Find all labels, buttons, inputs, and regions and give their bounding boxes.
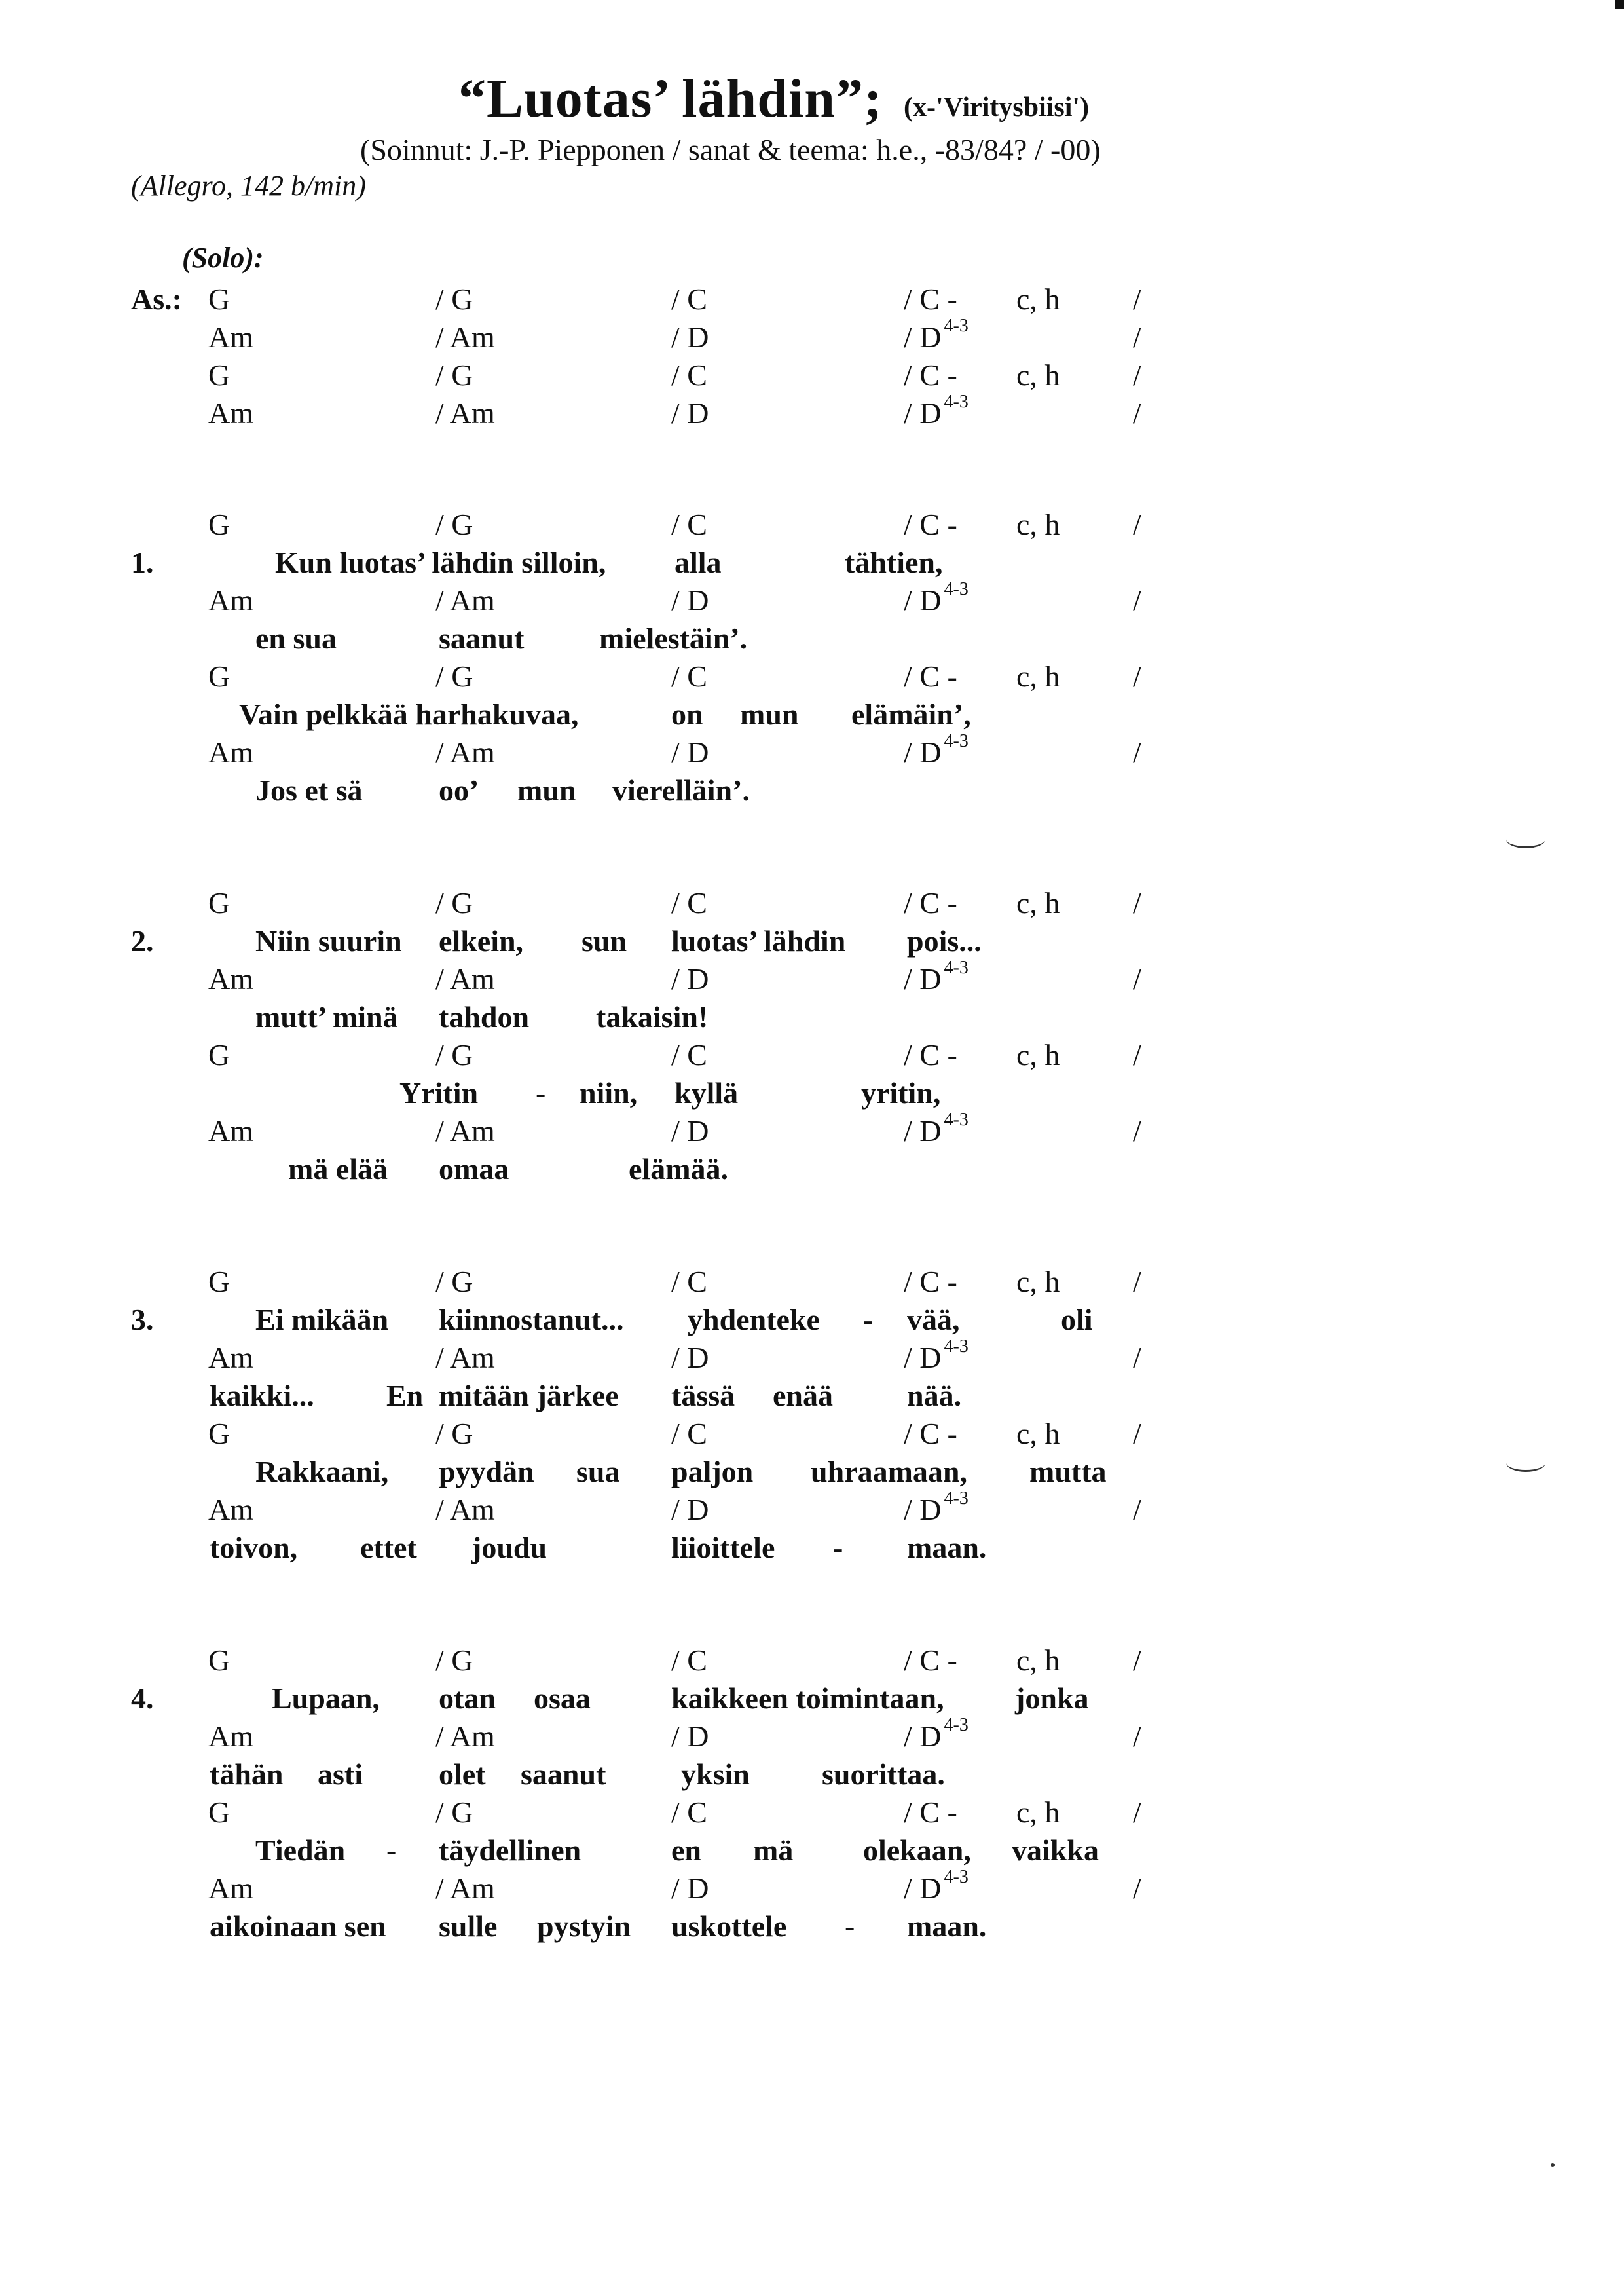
bar-end: / [1133,660,1141,693]
lyric-word: Yritin [399,1076,479,1110]
bass-walk: c, h [1016,358,1060,392]
scan-speck [1551,2163,1555,2167]
bar-end: / [1133,1871,1141,1905]
chord-symbol: G [208,358,231,392]
song-credits: (Soinnut: J.-P. Piepponen / sanat & teema: h.e., -83/84? / -00) [360,133,1101,166]
chord-symbol-main: / D [904,1341,942,1374]
lyric-word: elämää. [629,1152,729,1186]
chord-symbol-main: / D [904,584,942,617]
scan-mark [1506,1454,1545,1472]
bass-walk: c, h [1016,1795,1060,1829]
chord-symbol: / G [435,1643,473,1677]
bass-walk: c, h [1016,886,1060,920]
chord-symbol: / Am [435,1114,495,1148]
lyric-word: luotas’ lähdin [671,924,846,958]
bass-walk: c, h [1016,1265,1060,1298]
lyric-word: - [845,1909,855,1943]
lyric-word: saanut [521,1757,606,1791]
lyric-word: asti [318,1757,363,1791]
bar-end: / [1133,396,1141,430]
chord-symbol: / C [671,886,707,920]
lyric-word: kyllä [674,1076,739,1110]
chord-superscript: 4-3 [944,958,969,978]
chord-symbol: G [208,1643,231,1677]
chord-symbol: / C - [904,282,957,316]
lyric-word: Tiedän [255,1833,346,1867]
lyric-word: täydellinen [439,1833,581,1867]
chord-symbol: / Am [435,320,495,354]
lyric-word: maan. [907,1909,987,1943]
chord-symbol: G [208,1038,231,1072]
chord-symbol: / C - [904,358,957,392]
lyric-word: Vain pelkkää harhakuvaa, [239,698,579,731]
chord-symbol: / G [435,1038,473,1072]
bar-end: / [1133,282,1141,316]
lyric-word: takaisin! [596,1000,709,1034]
chord-symbol: / C - [904,1038,957,1072]
chord-symbol: Am [208,1114,253,1148]
chord-superscript: 4-3 [944,1715,969,1735]
chord-symbol: / G [435,282,473,316]
chord-symbol [904,958,969,996]
lyric-word: tässä [671,1379,735,1412]
verse-number: 2. [131,924,154,958]
lyric-word: liioittele [671,1531,775,1564]
scan-corner-mark [1615,0,1624,9]
song-subtitle-note: (x-'Viritysbiisi') [904,92,1090,122]
chord-symbol-main: / D [904,736,942,769]
chord-symbol: / Am [435,1719,495,1753]
bar-end: / [1133,508,1141,541]
lyric-word: mä [753,1833,794,1867]
verse-number: 3. [131,1303,154,1336]
chord-symbol: / G [435,1795,473,1829]
chord-symbol: / D [671,1871,709,1905]
bass-walk: c, h [1016,508,1060,541]
chord-symbol: / C [671,282,707,316]
lyric-word: Jos et sä [255,774,363,807]
chord-superscript: 4-3 [944,1336,969,1357]
chord-symbol: Am [208,320,253,354]
lyric-word: pyydän [439,1455,534,1488]
lyric-word: mutta [1029,1455,1107,1488]
lyric-word: Ei mikään [255,1303,389,1336]
intro-label: As.: [131,282,182,316]
chord-symbol-main: / D [904,396,942,430]
bar-end: / [1133,320,1141,354]
chord-superscript: 4-3 [944,1488,969,1509]
chord-symbol-main: / D [904,962,942,996]
chord-symbol: Am [208,1719,253,1753]
bass-walk: c, h [1016,1643,1060,1677]
chord-symbol-main: / D [904,1114,942,1148]
lyric-word: kaikkeen toimintaan, [671,1681,944,1715]
lyric-word: yritin, [861,1076,941,1110]
lyric-word: alla [674,546,722,579]
lyric-word: mielestäin’. [599,622,748,655]
chord-superscript: 4-3 [944,579,969,599]
scan-mark [1506,831,1545,848]
bar-end: / [1133,584,1141,617]
lyric-word: en [671,1833,701,1867]
chord-superscript: 4-3 [944,731,969,751]
lyric-word: olekaan, [863,1833,971,1867]
bar-end: / [1133,1038,1141,1072]
lyric-word: mun [740,698,799,731]
lyric-word: niin, [580,1076,638,1110]
chord-superscript: 4-3 [944,316,969,336]
bar-end: / [1133,886,1141,920]
lyric-word: Kun luotas’ lähdin silloin, [275,546,606,579]
chord-symbol: / D [671,1114,709,1148]
bar-end: / [1133,1341,1141,1374]
chord-symbol: / D [671,736,709,769]
chord-symbol: / C [671,1795,707,1829]
lyric-word: joudu [471,1531,547,1564]
bar-end: / [1133,358,1141,392]
chord-symbol: / Am [435,736,495,769]
chord-symbol: Am [208,1341,253,1374]
chord-symbol: / Am [435,1493,495,1526]
chord-symbol: G [208,660,231,693]
bass-walk: c, h [1016,660,1060,693]
lyric-word: oo’ [439,774,479,807]
bass-walk: c, h [1016,282,1060,316]
chord-symbol: / G [435,358,473,392]
lyric-word: oli [1061,1303,1093,1336]
lyric-word: - [863,1303,874,1336]
chord-symbol: / C [671,1417,707,1450]
lyric-word: saanut [439,622,525,655]
lyric-word: sulle [439,1909,498,1943]
chord-symbol: G [208,1265,231,1298]
chord-symbol: / D [671,1719,709,1753]
chord-symbol: Am [208,396,253,430]
chord-symbol: / G [435,886,473,920]
lyric-word: En [386,1379,424,1412]
chord-symbol: Am [208,1871,253,1905]
chord-symbol-main: / D [904,1719,942,1753]
lyric-word: en sua [255,622,337,655]
chord-symbol: / C [671,660,707,693]
chord-symbol: / C - [904,1265,957,1298]
song-title: “Luotas’ lähdin”; [458,68,883,129]
lyric-word: elkein, [439,924,524,958]
lyric-word: - [386,1833,397,1867]
lyric-word: mun [517,774,576,807]
chord-symbol: / D [671,962,709,996]
lyric-word: mitään järkee [439,1379,619,1412]
lyric-word: vaikka [1012,1833,1099,1867]
chord-symbol: / C [671,508,707,541]
chord-symbol: / D [671,396,709,430]
chord-symbol: / C - [904,886,957,920]
bar-end: / [1133,1114,1141,1148]
lyric-word: - [536,1076,546,1110]
bar-end: / [1133,1643,1141,1677]
lyric-word: kaikki... [210,1379,314,1412]
chord-symbol [904,392,969,430]
lyric-word: pois... [907,924,982,958]
lyric-word: toivon, [210,1531,298,1564]
bar-end: / [1133,1795,1141,1829]
chord-symbol: / D [671,584,709,617]
lyric-word: tähän [210,1757,284,1791]
lyric-word: pystyin [537,1909,631,1943]
chord-symbol [904,1867,969,1905]
lyric-word: uskottele [671,1909,787,1943]
lyric-word: vää, [907,1303,960,1336]
chord-symbol: / Am [435,396,495,430]
lyric-word: nää. [907,1379,962,1412]
chord-symbol [904,731,969,770]
chord-symbol [904,316,969,354]
chord-symbol [904,1336,969,1375]
chord-symbol: / G [435,1417,473,1450]
chord-superscript: 4-3 [944,1867,969,1887]
lyric-word: mutt’ minä [255,1000,398,1034]
lyric-word: maan. [907,1531,987,1564]
lyric-word: omaa [439,1152,509,1186]
lyric-word: mä elää [288,1152,388,1186]
chord-symbol: / Am [435,962,495,996]
chord-symbol-main: / D [904,1493,942,1526]
chord-symbol: / Am [435,584,495,617]
lyric-word: osaa [534,1681,591,1715]
lyric-word: ettet [360,1531,417,1564]
solo-label: (Solo): [182,242,264,274]
chord-symbol-main: / D [904,1871,942,1905]
chord-symbol: / D [671,320,709,354]
chord-symbol: / C - [904,508,957,541]
chord-symbol: / C - [904,1417,957,1450]
lyric-word: Niin suurin [255,924,402,958]
chord-symbol [904,1110,969,1148]
chord-symbol-main: / D [904,320,942,354]
lyric-word: on [671,698,703,731]
lyric-word: kiinnostanut... [439,1303,624,1336]
lyric-word: uhraamaan, [811,1455,967,1488]
lyric-word: jonka [1015,1681,1089,1715]
chord-symbol: G [208,282,231,316]
chord-symbol: / C [671,358,707,392]
chord-symbol: / G [435,1265,473,1298]
chord-symbol: G [208,508,231,541]
lyric-word: elämäin’, [851,698,971,731]
chord-symbol: Am [208,1493,253,1526]
chord-symbol: Am [208,962,253,996]
bar-end: / [1133,1265,1141,1298]
lyric-word: aikoinaan sen [210,1909,386,1943]
lyric-word: paljon [671,1455,754,1488]
chord-symbol: G [208,1795,231,1829]
lyric-word: yksin [681,1757,750,1791]
bar-end: / [1133,962,1141,996]
chord-superscript: 4-3 [944,1110,969,1130]
chord-symbol: G [208,1417,231,1450]
chord-symbol: / C [671,1038,707,1072]
chord-symbol: / D [671,1341,709,1374]
lyric-word: sun [581,924,627,958]
lyric-word: - [833,1531,843,1564]
bar-end: / [1133,736,1141,769]
chord-superscript: 4-3 [944,392,969,412]
lyric-word: suorittaa. [822,1757,945,1791]
lyric-word: yhdenteke [688,1303,820,1336]
chord-symbol: / G [435,508,473,541]
lyric-word: tahdon [439,1000,530,1034]
bass-walk: c, h [1016,1038,1060,1072]
chord-symbol: / G [435,660,473,693]
lyric-word: tähtien, [845,546,943,579]
bar-end: / [1133,1719,1141,1753]
chord-symbol: / C [671,1643,707,1677]
verse-number: 4. [131,1681,154,1715]
chord-symbol: / Am [435,1871,495,1905]
chord-symbol [904,1488,969,1527]
chord-symbol: / D [671,1493,709,1526]
chord-symbol: / C - [904,1643,957,1677]
chord-symbol: G [208,886,231,920]
chord-symbol [904,579,969,618]
chord-symbol [904,1715,969,1754]
tempo-marking: (Allegro, 142 b/min) [131,170,366,202]
chord-symbol: Am [208,736,253,769]
bar-end: / [1133,1493,1141,1526]
bass-walk: c, h [1016,1417,1060,1450]
lyric-word: Rakkaani, [255,1455,389,1488]
lyric-word: vierelläin’. [612,774,750,807]
chord-symbol: / Am [435,1341,495,1374]
bar-end: / [1133,1417,1141,1450]
lyric-word: sua [576,1455,620,1488]
chord-symbol: / C - [904,660,957,693]
lyric-word: otan [439,1681,496,1715]
verse-number: 1. [131,546,154,579]
chord-symbol: Am [208,584,253,617]
chord-symbol: / C - [904,1795,957,1829]
lyric-word: olet [439,1757,486,1791]
lyric-word: Lupaan, [272,1681,380,1715]
lyric-word: enää [773,1379,833,1412]
chord-symbol: / C [671,1265,707,1298]
